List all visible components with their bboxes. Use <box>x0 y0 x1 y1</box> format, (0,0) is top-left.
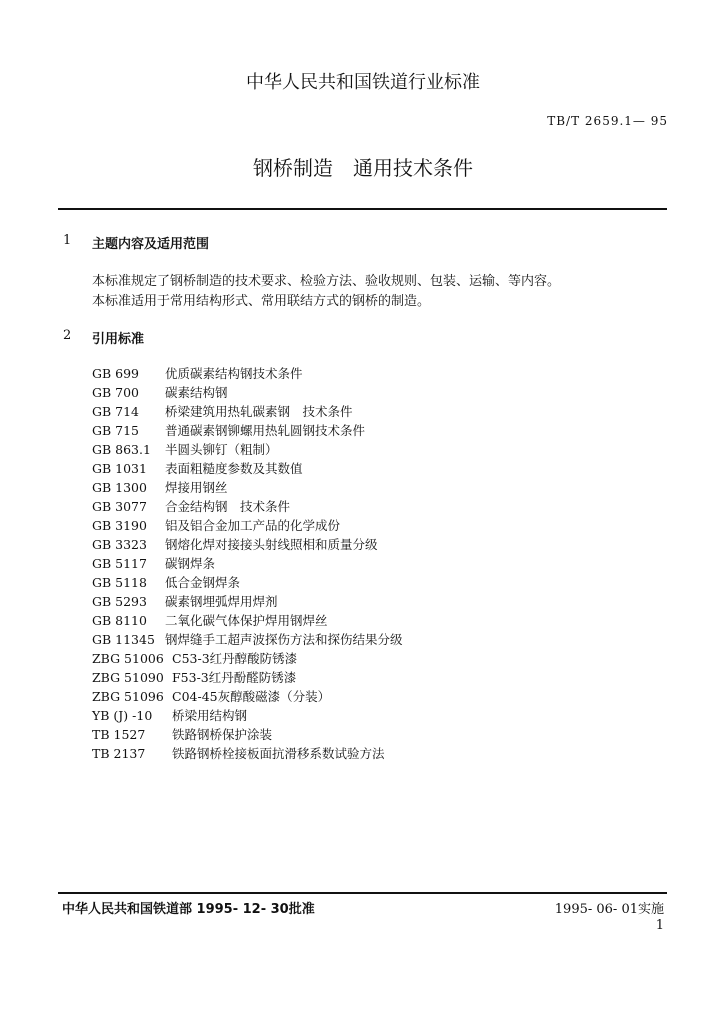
reference-item <box>92 402 403 421</box>
reference-name: C53-3红丹醇酸防锈漆 <box>172 651 298 666</box>
paragraph: 本标准适用于常用结构形式、常用联结方式的钢桥的制造。 <box>92 294 431 309</box>
reference-code: GB 3323 <box>92 537 147 552</box>
section-number: 2 <box>63 328 72 343</box>
reference-item <box>92 421 403 440</box>
effective-date: 1995- 06- 01实施 <box>554 902 664 917</box>
standard-code: TB/T 2659.1— 95 <box>547 114 668 128</box>
reference-item <box>92 535 403 554</box>
reference-item <box>92 364 403 383</box>
reference-item <box>92 668 403 687</box>
section-number: 1 <box>63 233 72 248</box>
reference-name: C04-45灰醇酸磁漆（分装） <box>172 689 331 704</box>
reference-name: 表面粗糙度参数及其数值 <box>165 461 303 476</box>
reference-name: 铁路钢桥栓接板面抗滑移系数试验方法 <box>172 746 385 761</box>
section-title: 引用标准 <box>92 332 145 347</box>
reference-name: F53-3红丹酚醛防锈漆 <box>172 670 297 685</box>
reference-item <box>92 725 403 744</box>
reference-name: 合金结构钢 技术条件 <box>165 499 291 514</box>
reference-item <box>92 440 403 459</box>
reference-item <box>92 516 403 535</box>
reference-name: 桥梁用结构钢 <box>172 708 248 723</box>
reference-name: 碳素钢埋弧焊用焊剂 <box>165 594 278 609</box>
footer-rule <box>58 892 667 894</box>
reference-code: GB 863.1 <box>92 442 151 457</box>
reference-item <box>92 611 403 630</box>
approval-statement: 中华人民共和国铁道部 1995- 12- 30批准 <box>62 902 315 917</box>
reference-code: ZBG 51090 <box>92 670 164 685</box>
reference-item <box>92 706 403 725</box>
reference-code: TB 2137 <box>92 746 146 761</box>
reference-code: ZBG 51096 <box>92 689 164 704</box>
reference-code: GB 8110 <box>92 613 147 628</box>
reference-name: 铁路钢桥保护涂装 <box>172 727 273 742</box>
reference-name: 半圆头铆钉（粗制） <box>165 442 278 457</box>
reference-item <box>92 383 403 402</box>
reference-name: 铝及铝合金加工产品的化学成份 <box>165 518 341 533</box>
reference-name: 钢熔化焊对接接头射线照相和质量分级 <box>165 537 378 552</box>
reference-code: GB 715 <box>92 423 140 438</box>
reference-name: 钢焊缝手工超声波探伤方法和探伤结果分级 <box>165 632 403 647</box>
reference-name: 碳钢焊条 <box>165 556 216 571</box>
page-number: 1 <box>655 918 664 933</box>
reference-code: GB 700 <box>92 385 140 400</box>
reference-name: 碳素结构钢 <box>165 385 228 400</box>
reference-item <box>92 573 403 592</box>
reference-code: GB 5293 <box>92 594 147 609</box>
reference-code: GB 3190 <box>92 518 147 533</box>
reference-list <box>92 364 403 763</box>
reference-code: TB 1527 <box>92 727 146 742</box>
reference-item <box>92 649 403 668</box>
reference-name: 优质碳素结构钢技术条件 <box>165 366 303 381</box>
paragraph: 本标准规定了钢桥制造的技术要求、检验方法、验收规则、包装、运输、等内容。 <box>92 274 561 289</box>
reference-code: GB 1031 <box>92 461 147 476</box>
reference-code: GB 3077 <box>92 499 147 514</box>
reference-code: GB 11345 <box>92 632 155 647</box>
reference-name: 焊接用钢丝 <box>165 480 228 495</box>
reference-code: GB 714 <box>92 404 140 419</box>
reference-name: 普通碳素钢铆螺用热轧圆钢技术条件 <box>165 423 366 438</box>
reference-item <box>92 687 403 706</box>
reference-code: GB 699 <box>92 366 140 381</box>
reference-code: GB 1300 <box>92 480 147 495</box>
reference-name: 桥梁建筑用热轧碳素钢 技术条件 <box>165 404 353 419</box>
reference-item <box>92 592 403 611</box>
reference-item <box>92 497 403 516</box>
reference-name: 低合金钢焊条 <box>165 575 241 590</box>
reference-code: GB 5118 <box>92 575 147 590</box>
reference-item <box>92 459 403 478</box>
document-title: 钢桥制造 通用技术条件 <box>253 156 473 180</box>
reference-name: 二氧化碳气体保护焊用钢焊丝 <box>165 613 328 628</box>
reference-item <box>92 744 403 763</box>
reference-item <box>92 554 403 573</box>
section-title: 主题内容及适用范围 <box>92 237 210 252</box>
reference-code: ZBG 51006 <box>92 651 164 666</box>
reference-code: YB (J) -10 <box>92 708 153 723</box>
reference-item <box>92 478 403 497</box>
reference-item <box>92 630 403 649</box>
reference-code: GB 5117 <box>92 556 147 571</box>
standard-category: 中华人民共和国铁道行业标准 <box>246 72 480 93</box>
header-rule <box>58 208 667 210</box>
